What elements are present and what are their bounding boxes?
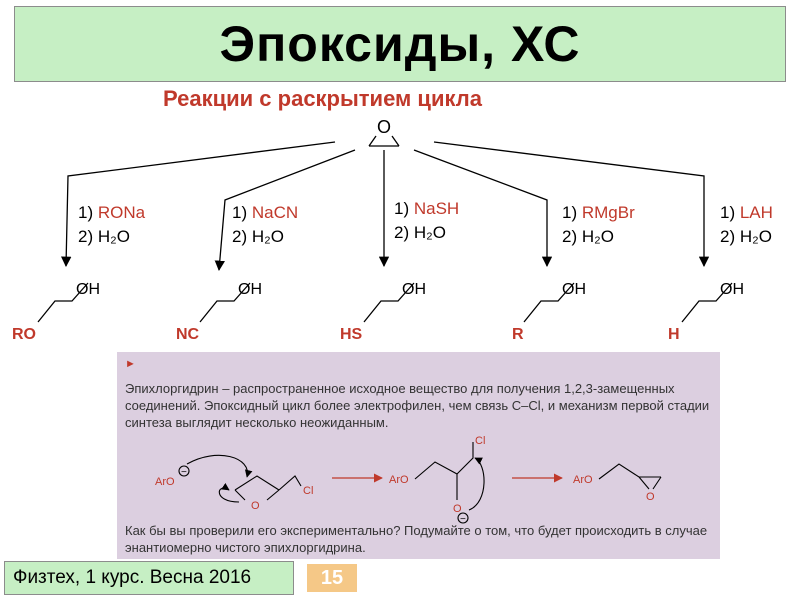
svg-text:−: − [460, 514, 466, 525]
svg-text:OH: OH [562, 281, 586, 298]
svg-text:Cl: Cl [475, 435, 486, 447]
branch-5-step1: 1) LAH [720, 203, 773, 222]
product-1 [12, 281, 100, 343]
branch-4-step1: 1) RMgBr [562, 203, 635, 222]
epoxide-structure [369, 117, 399, 146]
svg-text:Cl: Cl [303, 485, 314, 497]
mech-intermediate [389, 435, 485, 525]
product-5 [668, 281, 744, 343]
svg-text:O: O [251, 500, 260, 512]
branch-5-step2: 2) H₂O [720, 227, 772, 246]
svg-text:NC: NC [176, 326, 200, 343]
product-4 [512, 281, 586, 343]
page-title: Эпоксиды, ХС [219, 16, 581, 72]
epoxide-oxygen-label: O [376, 117, 392, 137]
note-text: Эпихлоргидрин – распространенное исходное вещество для получения 1,2,3-замещенных соединений. Эпоксидный цикл более электрофилен, чем связь C–Cl, и механизм первой стадии синтеза выглядит несколько неожиданным. [125, 381, 710, 430]
svg-text:ArO: ArO [155, 476, 175, 488]
svg-text:ArO: ArO [573, 474, 593, 486]
branch-2-step2: 2) H₂O [232, 227, 284, 246]
svg-text:OH: OH [76, 281, 100, 298]
svg-text:RO: RO [12, 326, 36, 343]
svg-text:OH: OH [402, 281, 426, 298]
branch-1-step1: 1) RONa [78, 203, 146, 222]
mech-reactants [155, 455, 313, 512]
product-2 [176, 281, 262, 343]
svg-text:R: R [512, 326, 524, 343]
product-3 [340, 281, 426, 343]
branch-4-step2: 2) H₂O [562, 227, 614, 246]
svg-text:O: O [646, 491, 655, 503]
footer-label: Физтех, 1 курс. Весна 2016 [4, 561, 294, 595]
svg-text:O: O [453, 503, 462, 515]
svg-text:OH: OH [720, 281, 744, 298]
note-question: Как бы вы проверили его экспериментально? Подумайте о том, что будет происходить в случае энантиомерно чистого эпихлоргидрина. [125, 523, 708, 555]
branch-1-step2: 2) H₂O [78, 227, 130, 246]
svg-text:−: − [181, 467, 187, 478]
branch-3-step2: 2) H₂O [394, 223, 446, 242]
page-number: 15 [307, 564, 357, 592]
mech-product [573, 464, 661, 503]
branch-2-step1: 1) NaCN [232, 203, 299, 222]
section-subtitle: Реакции с раскрытием цикла [163, 86, 482, 111]
note-panel [117, 352, 720, 559]
svg-text:H: H [668, 326, 680, 343]
svg-text:HS: HS [340, 326, 363, 343]
note-bullet: ► [125, 358, 136, 370]
svg-text:ArO: ArO [389, 474, 409, 486]
branch-3-step1: 1) NaSH [394, 199, 460, 218]
svg-text:OH: OH [238, 281, 262, 298]
